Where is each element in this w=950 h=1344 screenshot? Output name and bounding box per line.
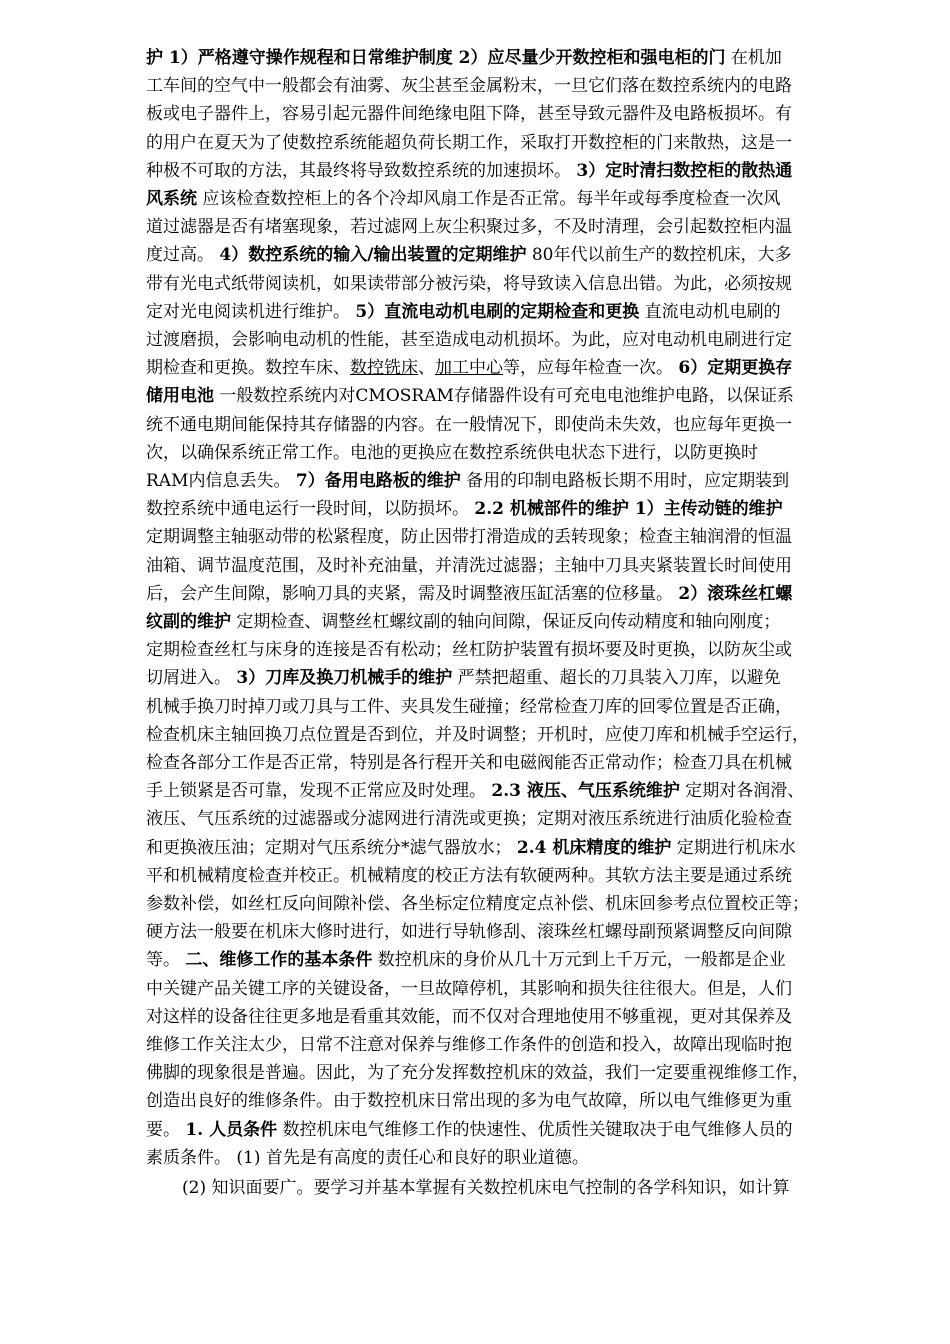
text-line xyxy=(146,978,876,1000)
text-line xyxy=(146,357,876,379)
bold-heading-text: 2.4 机床精度的维护 xyxy=(516,837,672,858)
text-line xyxy=(146,639,876,661)
text-line xyxy=(146,414,876,436)
body-text: 油箱、调节温度范围，及时补充油量，并清洗过滤器；主轴中刀具夹紧装置长时间使用 xyxy=(146,555,792,576)
body-text: 对这样的设备往往更多地是看重其效能，而不仅对合理地使用不够重视，更对其保养及 xyxy=(146,1006,792,1027)
body-text: (2) 知识面要广。要学习并基本掌握有关数控机床电气控制的各学科知识，如计算 xyxy=(182,1178,790,1198)
body-text: 一般数控系统内对CMOSRAM存储器件设有可充电电池维护电路，以保证系 xyxy=(214,386,794,407)
link-text[interactable]: 加工中心 xyxy=(435,358,503,379)
body-text: 、 xyxy=(418,358,435,379)
text-line xyxy=(146,1034,876,1056)
bold-heading-text: 6）定期更换存 xyxy=(678,358,793,379)
body-text: 带有光电式纸带阅读机，如果读带部分被污染，将导致读入信息出错。为此，必须按规 xyxy=(146,273,792,294)
body-text: 硬方法一般要在机床大修时进行，如进行导轨修刮、滚珠丝杠螺母副预紧调整反向间隙 xyxy=(146,922,792,943)
body-text: 参数补偿，如丝杠反向间隙补偿、各坐标定位精度定点补偿、机床回参考点位置校正等； xyxy=(146,894,809,914)
body-text: 定期进行机床水 xyxy=(671,837,796,858)
bold-heading-text: 2）滚珠丝杠螺 xyxy=(678,583,793,604)
bold-heading-text: 7）备用电路板的维护 xyxy=(295,471,461,491)
text-line xyxy=(146,244,876,266)
text-line xyxy=(182,1177,912,1199)
text-line xyxy=(146,583,876,605)
body-text: 中关键产品关键工序的关键设备，一旦故障停机，其影响和损失往往很大。但是，人们 xyxy=(146,978,792,999)
body-text: 种极不可取的方法，其最终将导致数控系统的加速损坏。 xyxy=(146,160,577,181)
bold-heading-text: 4）数控系统的输入/输出装置的定期维护 xyxy=(219,245,527,266)
bold-heading-text: 纹副的维护 xyxy=(146,612,231,632)
body-text: 数控机床电气维修工作的快速性、优质性关键取决于电气维修人员的 xyxy=(277,1119,793,1140)
body-text: 定期对各润滑、 xyxy=(679,781,805,802)
body-text: 定期检查、调整丝杠螺纹副的轴向间隙，保证反向传动精度和轴向刚度； xyxy=(231,612,781,632)
body-text: 要。 xyxy=(146,1119,186,1140)
text-line xyxy=(146,132,876,154)
text-line xyxy=(146,837,876,859)
text-line xyxy=(146,1006,876,1028)
bold-heading-text: 3）定时清扫数控柜的散热通 xyxy=(576,160,793,181)
text-line xyxy=(146,47,876,69)
text-line xyxy=(146,808,876,830)
body-text: 检查机床主轴回换刀点位置是否到位，并及时调整；开机时，应使刀库和机械手空运行， xyxy=(146,724,809,745)
body-text: 平和机械精度检查并校正。机械精度的校正方法有软硬两种。其软方法主要是通过系统 xyxy=(146,865,792,886)
body-text: 维修工作关注太少，日常不注意对保养与维修工作条件的创造和投入，故障出现临时抱 xyxy=(146,1035,792,1055)
bold-heading-text: 1. 人员条件 xyxy=(185,1119,278,1140)
text-line xyxy=(146,160,876,182)
body-text: 液压、气压系统的过滤器或分滤网进行清洗或更换；定期对液压系统进行油质化验检查 xyxy=(146,809,792,830)
text-line xyxy=(146,301,876,323)
body-text: 素质条件。 (1) 首先是有高度的责任心和良好的职业道德。 xyxy=(146,1147,589,1168)
body-text: 佛脚的现象很是普遍。因此，为了充分发挥数控机床的效益，我们一定要重视维修工作， xyxy=(146,1063,809,1084)
text-line xyxy=(146,216,876,238)
body-text: 切屑进入。 xyxy=(146,668,237,689)
text-line xyxy=(146,1147,876,1169)
body-text: 后，会产生间隙，影响刀具的夹紧，需及时调整液压缸活塞的位移量。 xyxy=(146,583,679,604)
body-text: 和更换液压油；定期对气压系统分*滤气器放水； xyxy=(146,837,517,858)
text-line xyxy=(146,921,876,943)
body-text: 定对光电阅读机进行维护。 xyxy=(146,301,356,322)
body-text: 统不通电期间能保持其存储器的内容。在一般情况下，即使尚未失效，也应每年更换一 xyxy=(146,414,792,435)
body-text: 期检查和更换。数控车床、 xyxy=(146,358,350,379)
body-text: 次，以确保系统正常工作。电池的更换应在数控系统供电状态下进行，以防更换时 xyxy=(146,442,758,463)
text-line xyxy=(146,696,876,718)
text-line xyxy=(146,526,876,548)
text-line xyxy=(146,188,876,210)
text-line xyxy=(146,329,876,351)
text-line xyxy=(146,470,876,492)
bold-heading-text: 风系统 xyxy=(146,189,197,209)
body-text: 在机加 xyxy=(725,48,782,68)
body-text: 等。 xyxy=(146,950,186,971)
text-line xyxy=(146,498,876,520)
text-line xyxy=(146,865,876,887)
body-text: 数控系统中通电运行一段时间，以防损坏。 xyxy=(146,499,475,520)
body-text: 创造出良好的维修条件。由于数控机床日常出现的多为电气故障，所以电气维修更为重 xyxy=(146,1091,792,1112)
body-text: 机械手换刀时掉刀或刀具与工件、夹具发生碰撞；经常检查刀库的回零位置是否正确， xyxy=(146,696,792,717)
body-text: 道过滤器是否有堵塞现象，若过滤网上灰尘积聚过多，不及时清理，会引起数控柜内温 xyxy=(146,217,792,238)
text-line xyxy=(146,752,876,774)
body-text: 备用的印制电路板长期不用时，应定期装到 xyxy=(460,471,790,491)
body-text: 过渡磨损，会影响电动机的性能，甚至造成电动机损坏。为此，应对电动机电刷进行定 xyxy=(146,330,792,350)
text-line xyxy=(146,1090,876,1112)
body-text: 应该检查数控柜上的各个冷却风扇工作是否正常。每半年或每季度检查一次风 xyxy=(197,189,781,209)
bold-heading-text: 2.3 液压、气压系统维护 xyxy=(491,781,680,802)
body-text: 检查各部分工作是否正常，特别是各行程开关和电磁阀能否正常动作；检查刀具在机械 xyxy=(146,753,792,773)
text-line xyxy=(146,273,876,295)
text-line xyxy=(146,1119,876,1141)
body-text: 等，应每年检查一次。 xyxy=(503,358,679,379)
text-line xyxy=(146,667,876,689)
text-line xyxy=(146,611,876,633)
body-text: 定期调整主轴驱动带的松紧程度，防止因带打滑造成的丢转现象；检查主轴润滑的恒温 xyxy=(146,527,792,548)
bold-heading-text: 二、维修工作的基本条件 xyxy=(185,950,373,971)
body-text: 板或电子器件上，容易引起元器件间绝缘电阻下降，甚至导致元器件及电路板损坏。有 xyxy=(146,104,792,125)
body-text: 数控机床的身价从几十万元到上千万元，一般都是企业 xyxy=(372,950,786,971)
body-text: RAM内信息丢失。 xyxy=(146,471,296,491)
link-text[interactable]: 数控铣床 xyxy=(350,358,418,379)
text-line xyxy=(146,442,876,464)
body-text: 定期检查丝杠与床身的连接是否有松动；丝杠防护装置有损坏要及时更换，以防灰尘或 xyxy=(146,640,792,661)
text-line xyxy=(146,1062,876,1084)
bold-heading-text: 2.2 机械部件的维护 1）主传动链的维护 xyxy=(474,499,783,520)
body-text: 工车间的空气中一般都会有油雾、灰尘甚至金属粉末，一旦它们落在数控系统内的电路 xyxy=(146,76,792,97)
body-text: 直流电动机电刷的 xyxy=(639,301,781,322)
text-line xyxy=(146,555,876,577)
body-text: 手上锁紧是否可靠，发现不正常应及时处理。 xyxy=(146,781,492,802)
text-line xyxy=(146,724,876,746)
text-line xyxy=(146,780,876,802)
bold-heading-text: 5）直流电动机电刷的定期检查和更换 xyxy=(355,301,640,322)
body-text: 严禁把超重、超长的刀具装入刀库，以避免 xyxy=(452,668,781,689)
text-line xyxy=(146,103,876,125)
body-text: 的用户在夏天为了使数控系统能超负荷长期工作，采取打开数控柜的门来散热，这是一 xyxy=(146,132,792,153)
text-line xyxy=(146,75,876,97)
bold-heading-text: 3）刀库及换刀机械手的维护 xyxy=(236,668,453,689)
bold-heading-text: 储用电池 xyxy=(146,386,214,407)
body-text: 80年代以前生产的数控机床，大多 xyxy=(526,245,792,266)
bold-heading-text: 护 1）严格遵守操作规程和日常维护制度 2）应尽量少开数控柜和强电柜的门 xyxy=(146,48,726,68)
body-text: 度过高。 xyxy=(146,245,220,266)
text-line xyxy=(146,385,876,407)
text-line xyxy=(146,893,876,915)
text-line xyxy=(146,949,876,971)
